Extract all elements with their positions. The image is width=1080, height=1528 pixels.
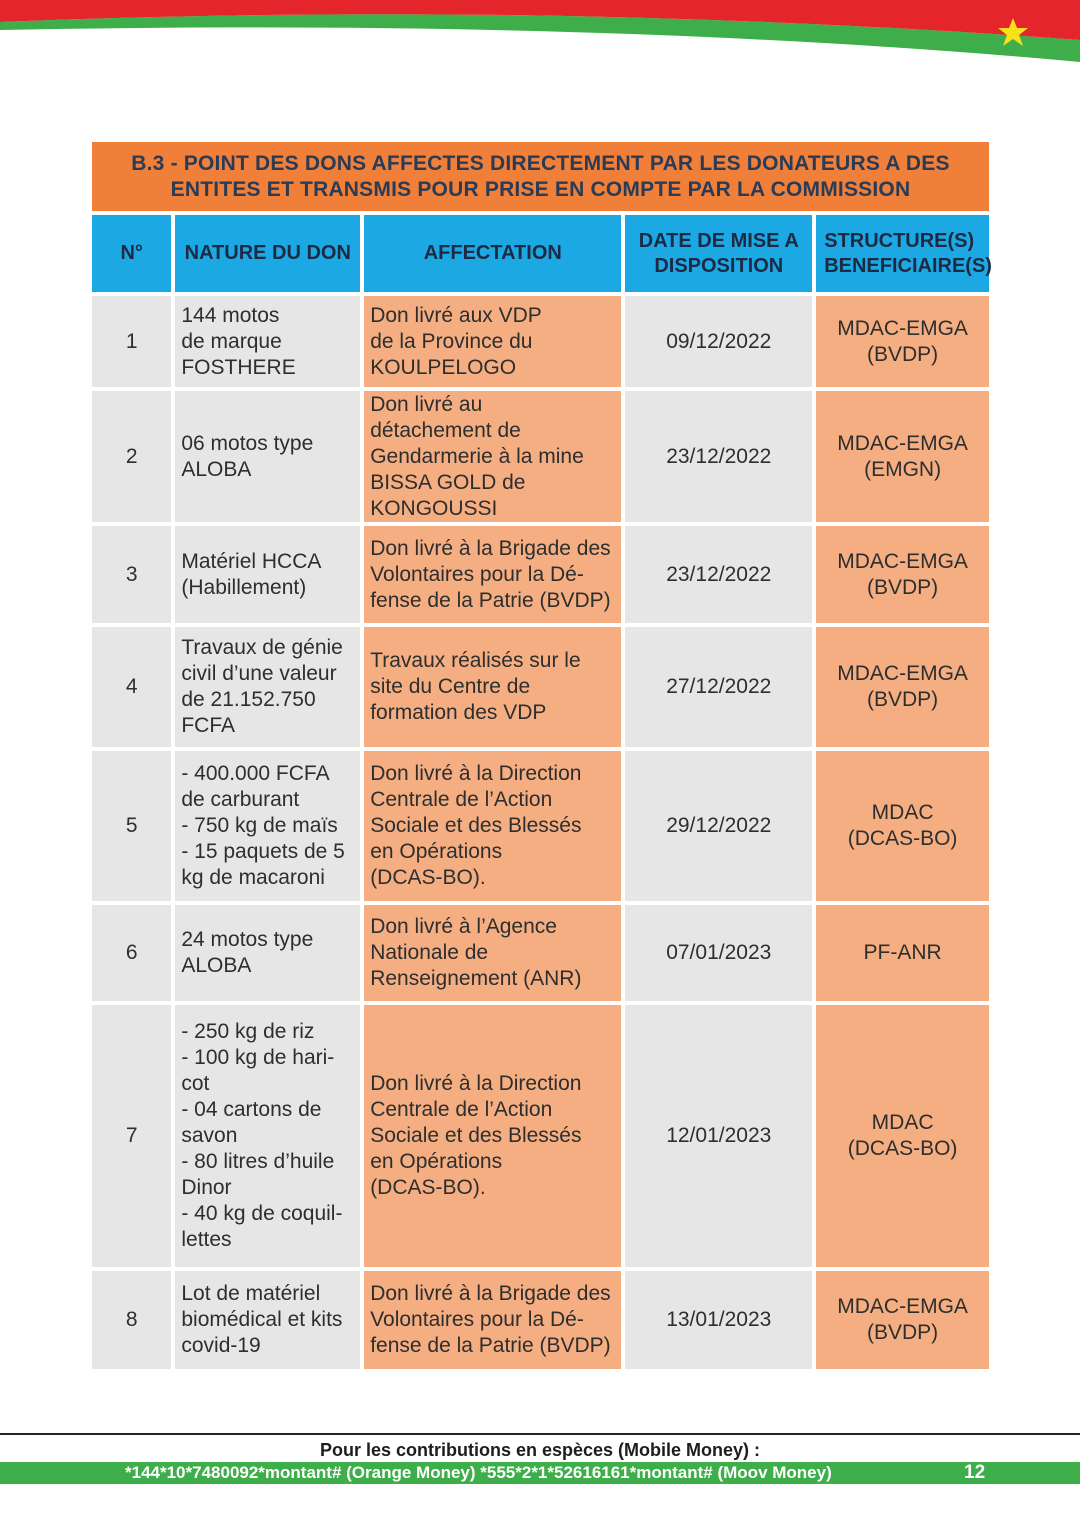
row-nature: Matériel HCCA (Habillement) — [175, 526, 360, 623]
donations-table — [88, 211, 993, 1373]
header-date: DATE DE MISE A DISPOSITION — [625, 215, 812, 292]
row-date: 29/12/2022 — [625, 751, 812, 901]
row-nature: 144 motos de marque FOSTHERE — [175, 296, 360, 387]
header-affectation: AFFECTATION — [364, 215, 621, 292]
row-nature: 06 motos type ALOBA — [175, 391, 360, 522]
row-affectation: Don livré au détachement de Gendarmerie à la mine BISSA GOLD de KONGOUSSI — [364, 391, 621, 522]
row-nature: 24 motos type ALOBA — [175, 905, 360, 1001]
row-structure: MDAC (DCAS-BO) — [816, 751, 989, 901]
table-title-line1: B.3 - POINT DES DONS AFFECTES DIRECTEMENT PAR LES DONATEURS A DES — [131, 151, 950, 175]
row-date: 09/12/2022 — [625, 296, 812, 387]
row-structure: MDAC-EMGA (BVDP) — [816, 1271, 989, 1369]
table-row — [92, 905, 989, 1001]
row-affectation: Don livré aux VDP de la Province du KOULPELOGO — [364, 296, 621, 387]
row-structure: PF-ANR — [816, 905, 989, 1001]
footer-label: Pour les contributions en espèces (Mobile Money) : — [319, 1440, 761, 1460]
row-number: 7 — [92, 1005, 171, 1267]
row-number: 6 — [92, 905, 171, 1001]
table-row — [92, 1005, 989, 1267]
row-structure: MDAC-EMGA (BVDP) — [816, 627, 989, 747]
row-nature: Travaux de génie civil d’une valeur de 21.152.750 FCFA — [175, 627, 360, 747]
row-nature: Lot de matériel biomédical et kits covid-19 — [175, 1271, 360, 1369]
row-number: 2 — [92, 391, 171, 522]
row-structure: MDAC-EMGA (BVDP) — [816, 296, 989, 387]
row-number: 1 — [92, 296, 171, 387]
row-date: 27/12/2022 — [625, 627, 812, 747]
footer-codes: *144*10*7480092*montant# (Orange Money) *555*2*1*52616161*montant# (Moov Money) — [125, 1463, 832, 1482]
row-nature: - 400.000 FCFA de carburant - 750 kg de maïs - 15 paquets de 5 kg de macaroni — [175, 751, 360, 901]
table-title — [92, 142, 989, 211]
row-structure: MDAC (DCAS-BO) — [816, 1005, 989, 1267]
row-affectation: Don livré à la Brigade des Volontaires pour la Dé- fense de la Patrie (BVDP) — [364, 526, 621, 623]
row-date: 13/01/2023 — [625, 1271, 812, 1369]
row-affectation: Travaux réalisés sur le site du Centre de formation des VDP — [364, 627, 621, 747]
row-number: 8 — [92, 1271, 171, 1369]
table-header-row — [92, 215, 989, 292]
header-nature: NATURE DU DON — [175, 215, 360, 292]
flag-banner — [0, 0, 1080, 70]
row-number: 3 — [92, 526, 171, 623]
table-row — [92, 627, 989, 747]
table-row — [92, 1271, 989, 1369]
table-row — [92, 391, 989, 522]
footer-band — [0, 1462, 1080, 1484]
row-date: 23/12/2022 — [625, 526, 812, 623]
row-structure: MDAC-EMGA (EMGN) — [816, 391, 989, 522]
table-row — [92, 296, 989, 387]
row-nature: - 250 kg de riz - 100 kg de hari- cot - 04 cartons de savon - 80 litres d’huile Dinor - 40 kg de coquil- lettes — [175, 1005, 360, 1267]
row-number: 5 — [92, 751, 171, 901]
table-row — [92, 526, 989, 623]
row-date: 07/01/2023 — [625, 905, 812, 1001]
row-affectation: Don livré à la Direction Centrale de l’Action Sociale et des Blessés en Opérations (DCAS-BO). — [364, 751, 621, 901]
header-num: N° — [92, 215, 171, 292]
table-title-line2: ENTITES ET TRANSMIS POUR PRISE EN COMPTE PAR LA COMMISSION — [170, 177, 911, 201]
page-number: 12 — [964, 1462, 986, 1483]
row-date: 12/01/2023 — [625, 1005, 812, 1267]
row-affectation: Don livré à la Direction Centrale de l’Action Sociale et des Blessés en Opérations (DCAS-BO). — [364, 1005, 621, 1267]
donations-table-section — [92, 142, 992, 1373]
row-structure: MDAC-EMGA (BVDP) — [816, 526, 989, 623]
row-date: 23/12/2022 — [625, 391, 812, 522]
header-structure: STRUCTURE(S) BENEFICIAIRE(S) — [816, 215, 989, 292]
row-affectation: Don livré à l’Agence Nationale de Renseignement (ANR) — [364, 905, 621, 1001]
footer-divider — [0, 1433, 1080, 1435]
table-row — [92, 751, 989, 901]
row-affectation: Don livré à la Brigade des Volontaires pour la Dé- fense de la Patrie (BVDP) — [364, 1271, 621, 1369]
row-number: 4 — [92, 627, 171, 747]
